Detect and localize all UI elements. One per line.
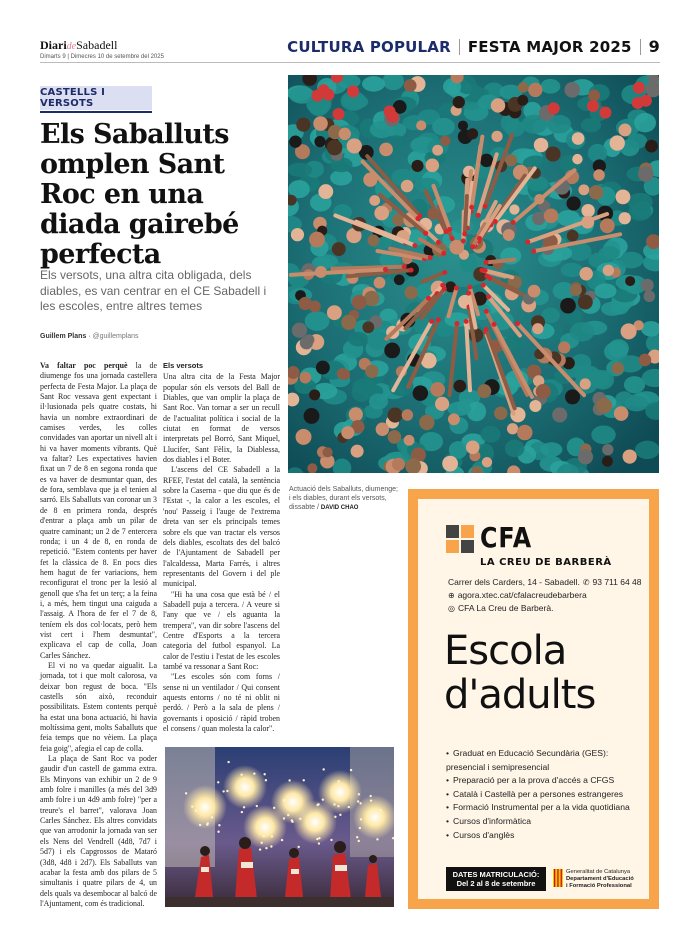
course-item: • Formació Instrumental per a la vida quotidiana <box>446 801 646 815</box>
newspaper-logo[interactable]: DiarideSabadell <box>40 38 118 52</box>
header-divider <box>459 39 460 55</box>
ad-headline-line-1: Escola <box>444 628 567 674</box>
article-headline[interactable]: Els Saballuts omplen Sant Roc en una diada gairebé perfecta <box>40 119 239 270</box>
cfa-advertisement[interactable] <box>408 489 659 909</box>
body-paragraph: "Hi ha una cosa que està bé / el Sabadell puja a tercera. / A veure si l'any que ve / els aguanta la trempera", van dir sobre l'ascens del Centre d'Esports a la tercera categoria del futbol espanyol. La calor de l'estiu i l'estat de les escoles també va ressonar a Sant Roc: <box>163 589 280 671</box>
byline-separator: · <box>88 333 93 340</box>
cfa-brand: CFA <box>480 521 532 554</box>
course-item: • Cursos d'anglès <box>446 829 646 843</box>
gov-line-3: i Formació Professional <box>566 882 632 889</box>
ad-headline-line-2: d'adults <box>444 672 596 718</box>
body-paragraph: Va faltar poc perquè la de diumenge fos una jornada castellera perfecta de Festa Major. La plaça de Sant Roc vessava gent expectant i il·lusionada pels quatre costats, hi havia un nombre extraordinari de camises verdes, les colles convidades van aportar un nivell alt i hi va haver moments vibrants. Què va faltar? Les expectatives havien fixat un 7 de 8 en segona ronda que es va haver de desmuntar quan, des de fora, semblava que ja el tenien al sarró. Els Saballuts van coronar un 3 de 8 en primera ronda, després d'entrar a plaça amb un pilar de quatre caminant; un 2 de 7 entercera ronda; i un 4 de 8, en ronda de repetició. "Estem contents per haver fet la clàssica de 8. En pocs dies hem hagut de fer variacions, hem reconfigurat el tronc per la lesió al genoll que s'ha fet un terç; a la feina i, a més, hem tingut una caiguda a l'assaig. A l'hora de fer el 7 de 8, teníem els dos col·locats, però hem vist cert i l'hem desmuntat", explicava el cap de colla, Joan Carles Sánchez. <box>40 361 158 660</box>
kicker-underline <box>40 111 152 113</box>
photo-caption: Actuació dels Saballuts, diumenge; i els diables, durant els versots, dissabte / DAVID CHAO <box>289 486 398 511</box>
issue-date: Dimarts 9 | Dimecres 10 de setembre del 2025 <box>40 54 164 60</box>
article-kicker[interactable]: CASTELLS I VERSOTS <box>40 86 152 110</box>
body-paragraph: L'ascens del CE Sabadell a la RFEF, l'estat del català, la sentència sobre la Caserna - que diu que és de l'Estat -, la calor a les escoles, el 'nou' Passeig i l'auge de l'extrema dreta van ser els principals temes sobre els que van tractar els versos dels diables, escoltats des del balcó de l'Ajuntament de Sabadell per l'alcaldessa, Marta Farrés, i altres representants del Govern i del ple municipal. <box>163 465 280 589</box>
ad-contact <box>448 576 648 615</box>
body-paragraph: El vi no va quedar aigualit. La jornada, tot i que molt calorosa, va deixar bon regust de boca. "Els castells són això, reconduir possibilitats. Estem contents perquè ha estat una bona actuació, hi havia moltíssima gent, molts Saballuts que feia temps que no vèiem. La plaça feia goig", afegia el cap de colla. <box>40 660 157 753</box>
course-item: • Català i Castellà per a persones estrangeres <box>446 788 646 802</box>
subheading: Els versots <box>163 361 204 370</box>
ad-panel <box>418 499 649 899</box>
social-row <box>448 602 648 615</box>
castellers-photo[interactable] <box>288 75 659 473</box>
header-divider <box>640 39 641 55</box>
body-paragraph: La plaça de Sant Roc va poder gaudir d'un castell de gamma extra. Els Minyons van exhibir un 2 de 9 amb folre i manilles (a més del 3d9 amb folre i un 4d9 amb folre) "per a treure's el barret", valorava Joan Carles Sánchez. Els altres convidats que van arrodonir la jornada van ser els Nens del Vendrell (4d8, 7d7 i 5d7) i els Capgrossos de Mataró (3d8, 4d8 i 2d7). Els Saballuts van acabar la festa amb dos pilars de 5 simultanis i quatre pilars de 4, un dels quals va desembocar al balcó de l'Ajuntament, com és tradicional. <box>40 754 157 908</box>
body-paragraph: Una altra cita de la Festa Major popular són els versots del Ball de Diables, que van omplir la plaça de Sant Roc. Van tornar a ser un recull de l'actualitat política i social de la ciutat en format de versos interpretats pel Borró, Sant Miquel, Llucifer, Sant Fèlix, la Diablessa, dos diables i el Boter. <box>163 372 280 465</box>
dates-value: Del 2 al 8 de setembre <box>456 879 536 888</box>
page-number: 9 <box>648 37 660 56</box>
cfa-brand-sub: LA CREU DE BARBERÀ <box>480 557 612 568</box>
gov-line-1: Generalitat de Catalunya <box>566 869 631 875</box>
course-item: • Preparació per a la prova d'accés a CFGS <box>446 774 646 788</box>
web-link[interactable]: agora.xtec.cat/cfalacreudebarbera <box>457 590 587 600</box>
social-handle[interactable]: CFA La Creu de Barberà. <box>457 603 554 613</box>
byline <box>40 333 139 340</box>
section-header <box>287 37 660 56</box>
course-item: • Graduat en Educació Secundària (GES): presencial i semipresencial <box>446 747 646 774</box>
masthead <box>40 38 164 60</box>
course-list <box>446 747 646 842</box>
cfa-grid-icon <box>446 525 474 553</box>
globe-icon: ⊕ <box>448 591 455 600</box>
castellers-crowd-image <box>288 75 659 473</box>
photo-credit: DAVID CHAO <box>320 505 359 511</box>
author-handle[interactable]: @guillemplans <box>92 333 139 340</box>
phone-icon: ✆ <box>582 578 590 587</box>
ad-headline <box>444 629 644 717</box>
phone-number[interactable]: 93 711 64 48 <box>592 577 642 587</box>
dates-label: DATES MATRICULACIÓ: <box>452 870 540 879</box>
generalitat-logo <box>553 869 645 889</box>
senyera-icon <box>553 869 563 887</box>
header-rule <box>40 62 660 63</box>
gov-line-2: Departament d'Educació <box>566 875 634 882</box>
article-column-2 <box>163 361 280 734</box>
address-row <box>448 576 648 589</box>
verse-quote: "Les escoles són com forns / sense ni un ventilador / Qui consent aquests entorns / no té ni oblit ni perdó. / Però a la sala de plens / governants i oposició / ràpid troben el consens / quan molesta la calor". <box>163 672 280 734</box>
diables-fire-image <box>165 747 394 907</box>
article-standfirst: Els versots, una altra cita obligada, dels diables, es van centrar en el CE Sabadell i les escoles, entre altres temes <box>40 268 267 313</box>
address-text: Carrer dels Carders, 14 - Sabadell. <box>448 577 580 587</box>
instagram-icon: ◎ <box>448 604 455 613</box>
article-column-1 <box>40 361 157 909</box>
web-row <box>448 589 648 602</box>
course-item: • Cursos d'informàtica <box>446 815 646 829</box>
subsection-label[interactable]: FESTA MAJOR 2025 <box>467 37 632 56</box>
enrollment-dates <box>446 867 546 891</box>
diables-photo[interactable] <box>165 747 394 907</box>
author-name[interactable]: Guillem Plans <box>40 333 87 340</box>
section-label[interactable]: CULTURA POPULAR <box>287 37 451 56</box>
